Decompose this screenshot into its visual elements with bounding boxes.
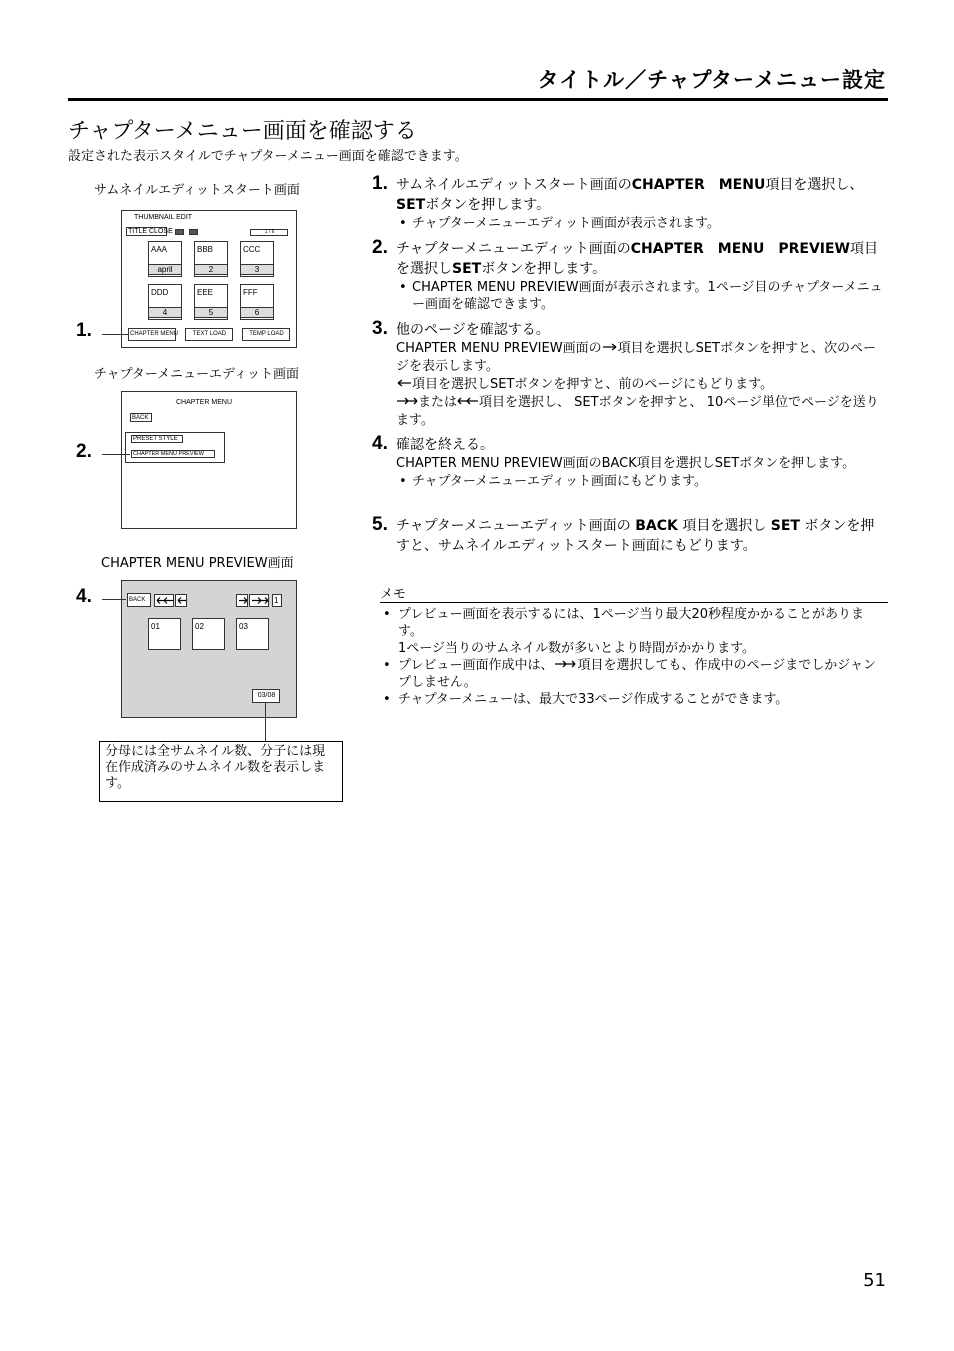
section-title: チャプターメニュー画面を確認する (68, 119, 417, 144)
page-number-box: 1 (272, 594, 282, 607)
page-counter: 1 / 6 (250, 229, 288, 236)
memo-list (380, 606, 888, 708)
next-10-arrow-icon (553, 659, 577, 669)
memo-rule (380, 602, 888, 603)
callout-number: 2. (76, 441, 92, 462)
chapter-menu-button[interactable]: CHAPTER MENU (128, 328, 176, 341)
screen3-caption: CHAPTER MENU PREVIEW画面 (101, 556, 294, 571)
thumbnail[interactable]: DDD (148, 284, 182, 320)
thumbnail-edit-title: THUMBNAIL EDIT (134, 214, 193, 221)
header-rule (68, 98, 888, 101)
prev-arrow-icon (396, 378, 412, 388)
chapter-menu-edit-screen (121, 391, 297, 529)
next-arrow-icon[interactable] (236, 594, 248, 607)
thumbnail-label: 4 (148, 307, 182, 318)
thumbnail[interactable]: EEE (194, 284, 228, 320)
mini-icon (189, 229, 198, 235)
back-button[interactable]: BACK (127, 593, 151, 607)
thumbnail-label: 3 (240, 264, 274, 275)
step-4: 4. 確認を終える。 CHAPTER MENU PREVIEW画面のBACK項目を選択しSETボタンを押します。 • チャプターメニューエディット画面にもどります。 (372, 435, 888, 490)
screen1-caption: サムネイルエディットスタート画面 (94, 183, 300, 198)
memo-title: メモ (380, 587, 407, 602)
chapter-menu-preview-screen (121, 580, 297, 718)
text-load-button[interactable]: TEXT LOAD (185, 328, 233, 341)
section-subtitle: 設定された表示スタイルでチャプターメニュー画面を確認できます。 (68, 149, 468, 164)
back-button[interactable]: BACK (130, 413, 152, 422)
title-close-button[interactable]: TITLE CLOSE (128, 228, 173, 235)
thumbnail-label: 2 (194, 264, 228, 275)
callout-line (102, 454, 130, 455)
memo-item: • プレビュー画面作成中は、 項目を選択しても、作成中のページまでしかジャンプしません。 (380, 657, 888, 691)
chapter-header-title: タイトル／チャプターメニュー設定 (537, 68, 886, 92)
next-arrow-icon (602, 342, 618, 352)
step-5: 5. チャプターメニューエディット画面の BACK 項目を選択し SET ボタンを押すと、サムネイルエディットスタート画面にもどります。 (372, 514, 875, 554)
chapter-menu-title: CHAPTER MENU (176, 399, 233, 406)
thumbnail[interactable]: CCC (240, 241, 274, 277)
thumbnail[interactable]: AAA (148, 241, 182, 277)
next-10-arrow-icon[interactable] (249, 594, 269, 607)
count-note: 分母には全サムネイル数、分子には現在作成済みのサムネイル数を表示します。 (99, 741, 343, 802)
callout-line (265, 702, 266, 742)
preview-thumbnail: 01 (148, 618, 181, 650)
temp-load-button[interactable]: TEMP LOAD (242, 328, 290, 341)
preset-style-item[interactable]: PRESET STYLE (131, 435, 183, 443)
prev-10-arrow-icon[interactable] (154, 594, 174, 607)
thumbnail-edit-screen (121, 210, 297, 348)
chapter-menu-preview-item[interactable]: CHAPTER MENU PREVIEW (131, 450, 215, 458)
step-3: 3. 他のページを確認する。 CHAPTER MENU PREVIEW画面の 項目を選択しSETボタンを押すと、次のページを表示します。 項目を選択しSETボタンを押すと、前のページにもどります。 または 項目を選択し、 SETボタンを押すと、 10ページ単位でページを送ります。 (372, 318, 879, 428)
memo-item: • プレビュー画面を表示するには、1ページ当り最大20秒程度かかることがあります。 1ページ当りのサムネイル数が多いとより時間がかかります。 (380, 606, 888, 657)
thumbnail-label: april (148, 264, 182, 275)
preview-thumbnail: 03 (236, 618, 269, 650)
prev-arrow-icon[interactable] (175, 594, 187, 607)
preview-thumbnail: 02 (192, 618, 225, 650)
thumbnail-count: 03/08 (252, 689, 280, 703)
page-number: 51 (863, 1270, 886, 1291)
thumbnail[interactable]: BBB (194, 241, 228, 277)
step-1: 1. サムネイルエディットスタート画面のCHAPTER MENU項目を選択し、SETボタンを押します。 • チャプターメニューエディット画面が表示されます。 (372, 175, 888, 232)
step-2: 2. チャプターメニューエディット画面のCHAPTER MENU PREVIEW項目を選択しSETボタンを押します。 • CHAPTER MENU PREVIEW画面が表示されます。1ページ目のチャプターメニュー画面を確認できます。 (372, 239, 888, 313)
prev-10-arrow-icon (457, 396, 479, 406)
mini-icon (175, 229, 184, 235)
screen2-caption: チャプターメニューエディット画面 (94, 367, 300, 382)
thumbnail-label: 5 (194, 307, 228, 318)
callout-line (102, 599, 126, 600)
callout-number: 1. (76, 320, 92, 341)
thumbnail-label: 6 (240, 307, 274, 318)
thumbnail[interactable]: FFF (240, 284, 274, 320)
next-10-arrow-icon (396, 396, 418, 406)
memo-item: • チャプターメニューは、最大で33ページ作成することができます。 (380, 691, 888, 708)
callout-number: 4. (76, 586, 92, 607)
callout-line (102, 334, 128, 335)
